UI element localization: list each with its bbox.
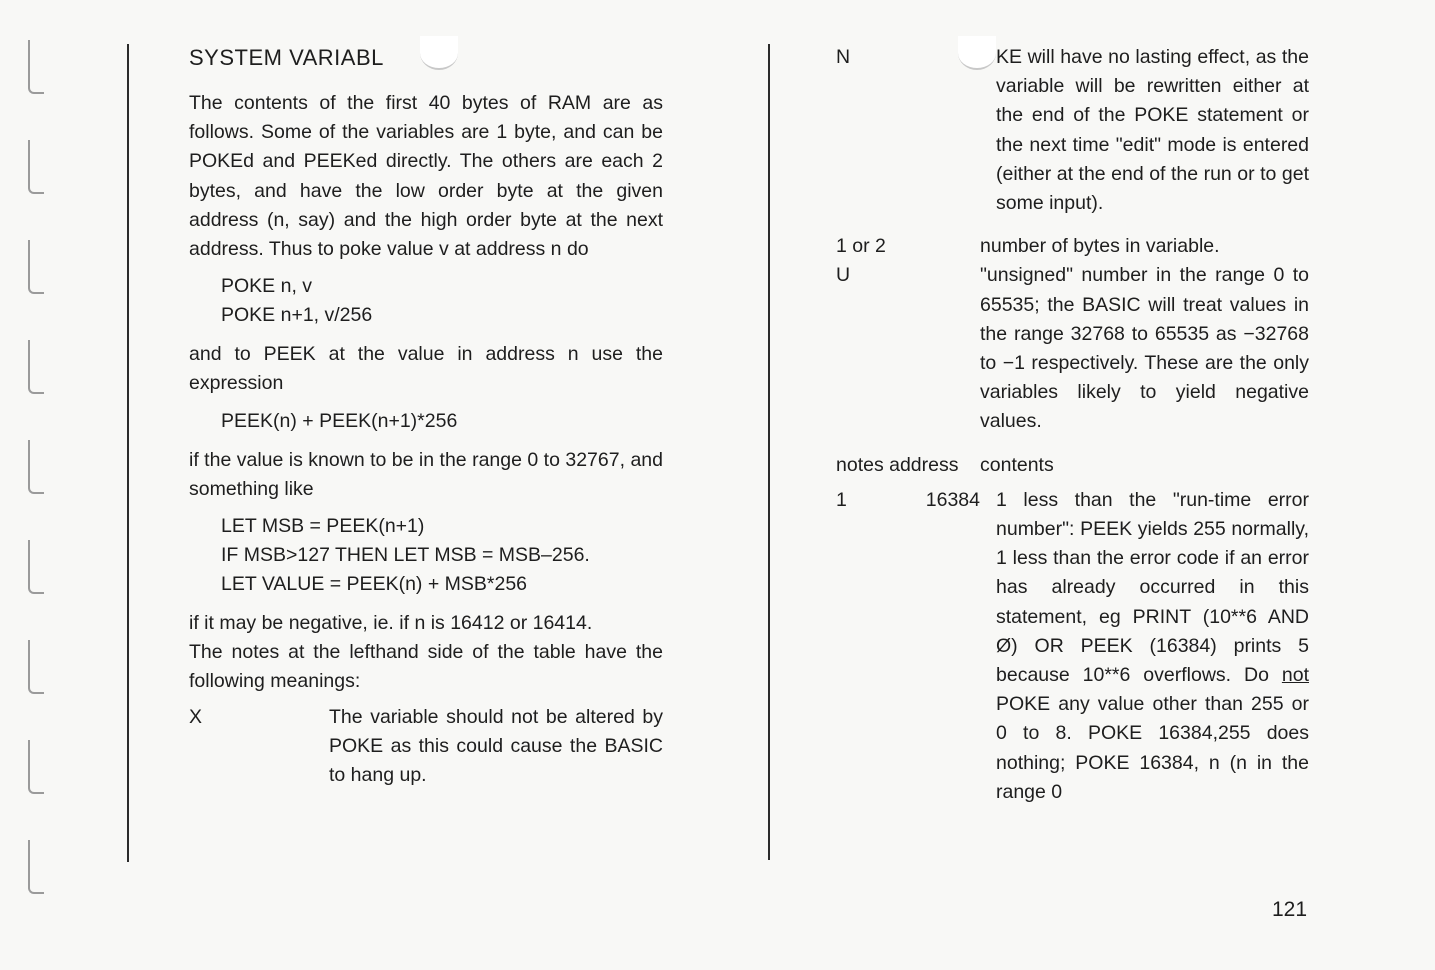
row-contents-emphasis: not — [1281, 664, 1309, 687]
code-line: PEEK(n) + PEEK(n+1)*256 — [221, 409, 458, 432]
definition-u — [836, 261, 1309, 436]
code-line: POKE n+1, v/256 — [221, 304, 373, 327]
section-heading: SYSTEM VARIABL — [189, 45, 384, 70]
negative-paragraph: if it may be negative, ie. if n is 16412 or 16414. — [189, 612, 593, 635]
intro-paragraph: The contents of the first 40 bytes of RAM are as follows. Some of the variables are 1 byte, and can be POKEd and PEEKed directly. The others are each 2 bytes, and have the low order byte at the given address (n, say) and the high order byte at the next address. Thus to poke value v at address n do — [189, 92, 663, 261]
definition-key: N — [836, 46, 851, 68]
binder-hole — [28, 640, 44, 694]
row-contents-part: 1 less than the "run-time error number": PEEK yields 255 normally, 1 less than the error code if an error has already occurred in this statement, eg PRINT (10**6 AND Ø) OR PEEK (16384) prints 5 because 10**6 overflows. Do — [996, 488, 1309, 687]
table-row — [836, 486, 1309, 807]
definition-text: number of bytes in variable. — [980, 235, 1220, 258]
binder-hole — [28, 540, 44, 594]
definition-n — [836, 43, 1309, 218]
table-header-notes-address: notes address — [836, 453, 959, 476]
binder-hole — [28, 840, 44, 894]
code-line: LET VALUE = PEEK(n) + MSB*256 — [221, 573, 528, 596]
binder-hole — [28, 140, 44, 194]
binder-hole — [28, 40, 44, 94]
binder-hole — [28, 440, 44, 494]
paper-notch — [420, 36, 458, 70]
binder-hole — [28, 240, 44, 294]
right-column — [836, 43, 1309, 807]
poke-code-block — [221, 272, 663, 330]
left-margin-rule — [127, 44, 129, 862]
row-contents-part: POKE any value other than 255 or 0 to 8. POKE 16384,255 does nothing; POKE 16384, n (n in the range 0 — [996, 693, 1309, 803]
paper-notch — [958, 36, 996, 70]
definition-x — [189, 703, 663, 791]
page-number: 121 — [1272, 898, 1308, 921]
table-header-contents: contents — [980, 453, 1054, 476]
binder-hole — [28, 740, 44, 794]
right-margin-rule — [768, 44, 770, 860]
definition-text: The variable should not be altered by POKE as this could cause the BASIC to hang up. — [329, 705, 663, 787]
definition-bytes — [836, 232, 1309, 261]
definition-key: 1 or 2 — [836, 235, 886, 258]
code-line: LET MSB = PEEK(n+1) — [221, 515, 425, 538]
range-paragraph: if the value is known to be in the range 0 to 32767, and something like — [189, 448, 663, 500]
table-header — [836, 451, 1309, 480]
left-column — [189, 43, 663, 790]
msb-code-block — [221, 512, 663, 599]
peek-intro-paragraph: and to PEEK at the value in address n use the expression — [189, 343, 663, 395]
notes-paragraph: The notes at the lefthand side of the table have the following meanings: — [189, 641, 663, 693]
row-note: 1 — [836, 488, 847, 511]
definition-key: U — [836, 264, 851, 287]
binder-holes — [14, 40, 54, 900]
definition-text: "unsigned" number in the range 0 to 65535; the BASIC will treat values in the range 32768 to 65535 as −32768 to −1 respectively. These are the only variables likely to yield negative values. — [980, 264, 1309, 433]
row-address: 16384 — [925, 488, 980, 511]
binder-hole — [28, 340, 44, 394]
definition-text: KE will have no lasting effect, as the variable will be rewritten either at the end of the POKE statement or the next time "edit" mode is entered (either at the end of the run or to get some input). — [996, 46, 1309, 215]
code-line: POKE n, v — [221, 275, 313, 298]
definition-key: X — [189, 705, 203, 728]
code-line: IF MSB>127 THEN LET MSB = MSB–256. — [221, 544, 590, 567]
row-contents — [980, 486, 1309, 807]
peek-code-block — [221, 407, 663, 436]
